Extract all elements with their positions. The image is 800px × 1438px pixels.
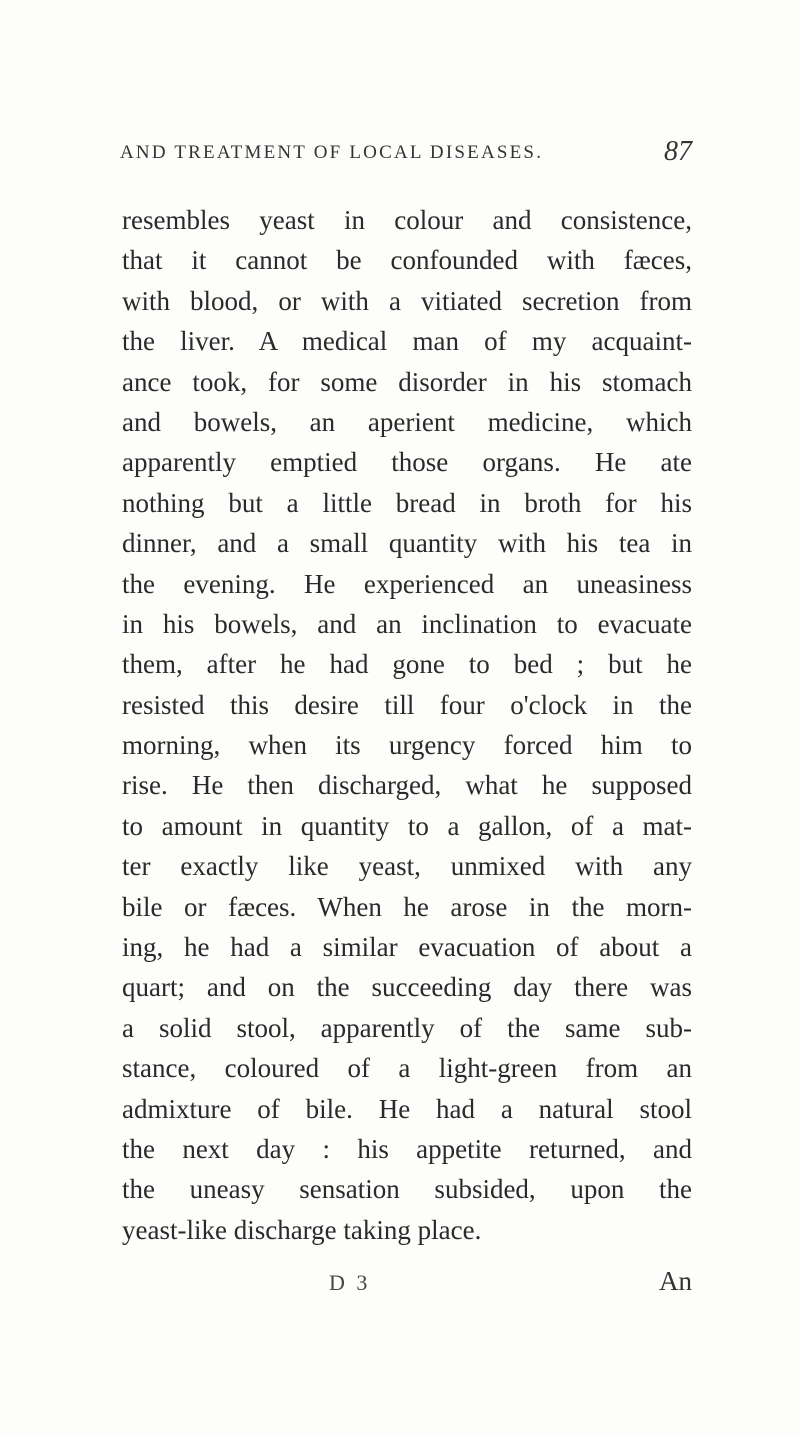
text-line: resisted this desire till four o'clock in the — [122, 689, 692, 720]
text-line: rise. He then discharged, what he supposed — [122, 770, 692, 801]
text-line: to amount in quantity to a gallon, of a mat- — [122, 810, 692, 841]
running-title: AND TREATMENT OF LOCAL DISEASES. — [120, 142, 544, 163]
page-footer — [122, 1266, 692, 1306]
text-line: morning, when its urgency forced him to — [122, 730, 692, 761]
text-line: quart; and on the succeeding day there was — [122, 972, 692, 1003]
body-text — [122, 200, 692, 1250]
text-line: stance, coloured of a light-green from an — [122, 1053, 692, 1084]
text-line: ance took, for some disorder in his stomach — [122, 366, 692, 397]
text-line: apparently emptied those organs. He ate — [122, 447, 692, 478]
text-line: nothing but a little bread in broth for his — [122, 487, 692, 518]
text-line: the uneasy sensation subsided, upon the — [122, 1174, 692, 1205]
signature-mark: D 3 — [329, 1270, 371, 1295]
text-line: dinner, and a small quantity with his tea in — [122, 528, 692, 559]
text-line: ter exactly like yeast, unmixed with any — [122, 851, 692, 882]
text-line: yeast-like discharge taking place. — [122, 1214, 482, 1245]
page-number: 87 — [664, 136, 692, 167]
text-line: the evening. He experienced an uneasiness — [122, 568, 692, 599]
text-line: with blood, or with a vitiated secretion from — [122, 285, 692, 316]
text-line: admixture of bile. He had a natural stool — [122, 1093, 692, 1124]
text-line: them, after he had gone to bed ; but he — [122, 649, 692, 680]
text-line: bile or fæces. When he arose in the morn- — [122, 891, 692, 922]
text-line: and bowels, an aperient medicine, which — [122, 406, 692, 437]
text-line: resembles yeast in colour and consistence, — [122, 205, 692, 235]
running-head — [120, 136, 692, 176]
text-line: the next day : his appetite returned, and — [122, 1133, 692, 1164]
text-line: the liver. A medical man of my acquaint- — [122, 326, 692, 357]
text-line: in his bowels, and an inclination to evacuate — [122, 608, 692, 639]
text-line: ing, he had a similar evacuation of about a — [122, 932, 692, 963]
text-line: that it cannot be confounded with fæces, — [122, 245, 692, 276]
catchword: An — [659, 1266, 692, 1296]
text-line: a solid stool, apparently of the same sub- — [122, 1012, 692, 1043]
